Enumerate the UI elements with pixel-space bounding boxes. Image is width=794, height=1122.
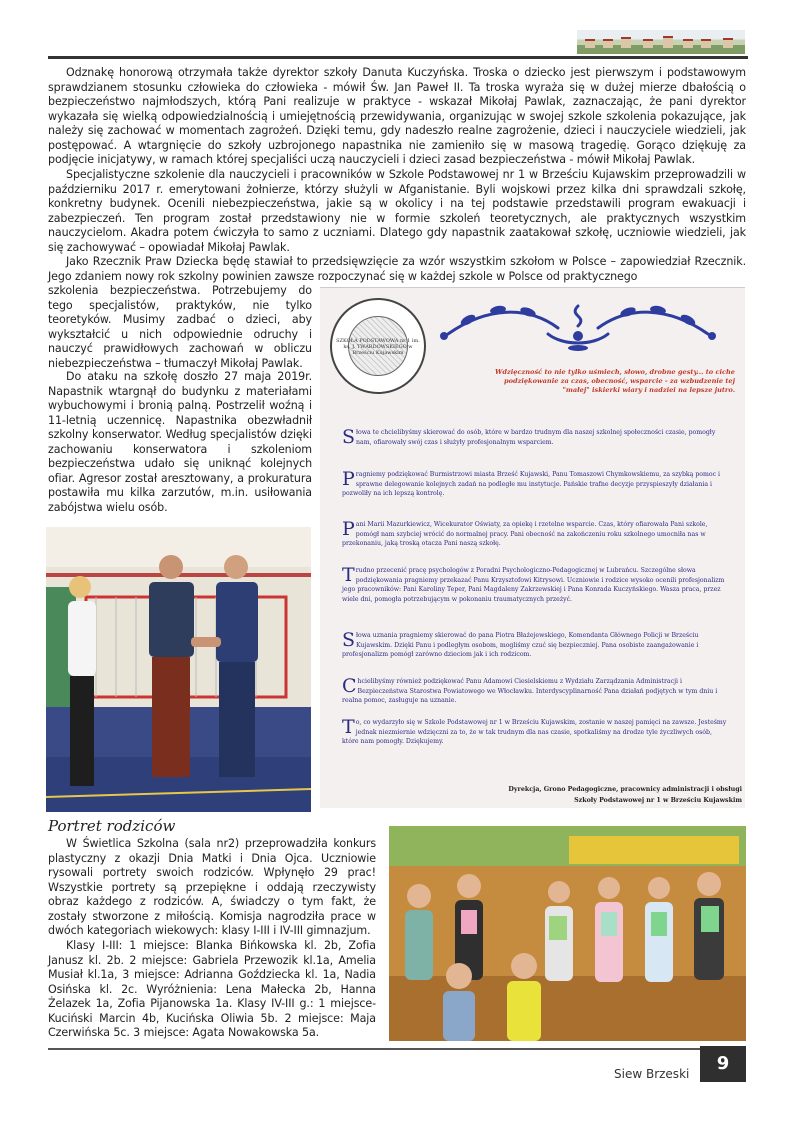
article-paragraph-3-continued: szkolenia bezpieczeństwa. Potrzebujemy do tego specjalistów, praktyków, nie tylko teoretyków. Musimy zadbać o dzieci, aby wykształcić u nich odpowiednie odruchy i nauczyć prawidłowych zachowań w obliczu niebezpieczeństwa – tłumaczył Mikołaj Pawlak. — [48, 284, 312, 370]
letter-paragraph-text: łowa te chcielibyśmy skierować do osób, które w bardzo trudnym dla naszej szkolnej społeczności czasie, pomogły nam, ofiarowały swój czas i służyły profesjonalnym wsparciem. — [356, 429, 716, 446]
letter-paragraph — [342, 428, 730, 447]
gratitude-quote: Wdzięczność to nie tylko uśmiech, słowo, drobne gesty... to ciche podziękowanie za czas, obecność, wsparcie - za wzbudzenie tej "małej" iskierki wiary i nadziei na lepsze jutro. — [495, 368, 735, 394]
article-paragraph-4: Do ataku na szkołę doszło 27 maja 2019r. Napastnik wtargnął do budynku z materiałami wybuchowymi i bronią palną. Postrzelił woźną i 11-letnią uczennicę. Napastnika obezwładnił szkolny konserwator. Według specjalistów dzięki zachowaniu konserwatora i szkoleniom bezpieczeństwa udało się uniknąć kolejnych ofiar. Agresor został aresztowany, a prokuratura postawiła mu kilka zarzutów, m.in. usiłowania zabójstwa wielu osób. — [48, 370, 312, 514]
letter-paragraph — [342, 677, 730, 706]
section-heading: Portret rodziców — [48, 817, 176, 835]
letter-paragraph-text: łowa uznania pragniemy skierować do pana Piotra Błażejewskiego, Komendanta Głównego Policji w Brześciu Kujawskim. Dzięki Panu i podległym osobom, mogliśmy czuć się bezpieczniej. Pana osobiste zaangażowanie i profesjonalizm pomógł zarówno dzieciom jak i ich rodzicom. — [342, 632, 699, 659]
letter-paragraph-text: ragniemy podziękować Burmistrzowi miasta Brześć Kujawski, Panu Tomaszowi Chymkowskiemu, za szybką pomoc i sprawne delegowanie kolejnych zadań na podległe mu instytucje. Pańskie trafne decyzje przyspieszyły działania i pozwoliły na ich lepszą kontrolę. — [342, 471, 721, 498]
letter-paragraph — [342, 718, 730, 747]
school-stamp-text: SZKOŁA PODSTAWOWA nr 1 im. ks. J. TWARDOWSKIEGO w Brześciu Kujawskim — [336, 338, 420, 356]
school-stamp-logo — [330, 298, 426, 394]
letter-paragraph — [342, 566, 730, 604]
article-paragraph-3: Jako Rzecznik Praw Dziecka będę stawiał to przedsięwzięcie za wzór wszystkim szkołom w Polsce – zapowiedział Rzecznik. Jego zdaniem nowy rok szkolny powinien zawsze rozpoczynać się w każdej szkole w Polsce od praktycznego — [48, 255, 746, 283]
article-paragraph-1: Odznakę honorową otrzymała także dyrektor szkoły Danuta Kuczyńska. Troska o dziecko jest pierwszym i podstawowym sprawdzianem stosunku człowieka do człowieka - mówił Św. Jan Paweł II. Ta troska wyraża się w dużej mierze dbałością o bezpieczeństwo najmłodszych, którą Pani realizuje w praktyce - wskazał Mikołaj Pawlak, zaznaczając, że pani dyrektor wykazała się wielką odpowiedzialnością i umiejętnością przewidywania, organizując w swojej szkole szkolenia pokazujące, jak należy się zachować w momentach zagrożeń. Dzięki temu, gdy nadeszło realne zagrożenie, dzieci i nauczyciele wiedzieli, jak postępować. A wtargnięcie do szkoły uzbrojonego napastnika nie zamieniło się w masową tragedię. Gorąco dziękuję za podjęcie inicjatywy, w ramach której specjaliści uczą nauczycieli i dzieci zasad bezpieczeństwa - mówił Mikołaj Pawlak. — [48, 66, 746, 166]
letter-paragraph-text: ani Marii Mazurkiewicz, Wicekurator Oświaty, za opiekę i rzetelne wsparcie. Czas, który ofiarowała Pani szkole, pomógł nam szybciej wrócić do normalnej pracy. Pani obecność na zakończeniu roku szkolnego umocniła nas w przekonaniu, jaką troską otacza Pani naszą szkołę. — [342, 521, 708, 548]
drop-cap: C — [342, 675, 357, 697]
drop-cap: P — [342, 518, 355, 540]
magazine-name: Siew Brzeski — [614, 1067, 690, 1081]
letter-paragraph-text: o, co wydarzyło się w Szkole Podstawowej nr 1 w Brześciu Kujawskim, zostanie w naszej pamięci na zawsze. Jesteśmy jednak niezmiernie wdzięczni za to, że w tak trudnym dla nas czasie, spotkaliśmy na drodze tyle życzliwych osób, które nam pomogły. Dziękujemy. — [342, 719, 727, 746]
letter-paragraph — [342, 470, 730, 499]
portret-paragraph-1: W Świetlica Szkolna (sala nr2) przeprowadziła konkurs plastyczny z okazji Dnia Matki i Dnia Ojca. Uczniowie rysowali portrety swoich rodziców. Wpłynęło 29 prac! Wszystkie portrety są przepiękne i oddają rzeczywisty obraz każdego z rodziców. A, świadczy o tym fakt, że zostały stworzone z miłością. Komisja nagrodziła prace w dwóch kategoriach wiekowych: klasy I-III i IV-III gimnazjum. — [48, 837, 376, 937]
drop-cap: P — [342, 468, 355, 490]
portret-paragraph-2: Klasy I-III: 1 miejsce: Blanka Bińkowska kl. 2b, Zofia Janusz kl. 2b. 2 miejsce: Gabriela Przewozik kl.1a, Amelia Musiał kl.1a, 3 miejsce: Adrianna Goździecka kl. 1a, Nadia Osińska kl. 2c. Wyróżnienia: Lena Małecka 2b, Hanna Żelazek 1a, Zofia Pijanowska 1a. Klasy IV-III g.: 1 miejsce-Kuciński Marcin 4b, Kucińska Oliwia 5b. 2 miejsce: Maja Czerwińska 5c. 3 miejsce: Agata Nowakowska 5a. — [48, 939, 376, 1039]
letter-signature — [342, 784, 742, 806]
drop-cap: T — [342, 716, 355, 738]
drop-cap: S — [342, 426, 356, 448]
children-with-diplomas-photo — [389, 826, 746, 1041]
floral-ornament-icon — [428, 296, 728, 356]
header-town-banner-image — [577, 30, 745, 54]
letter-paragraph — [342, 520, 730, 549]
drop-cap: S — [342, 629, 356, 651]
award-ceremony-photo — [46, 527, 311, 812]
header-rule — [48, 56, 748, 59]
page-number: 9 — [700, 1046, 746, 1082]
thank-you-letter-panel — [320, 287, 745, 808]
letter-paragraph-text: hcielibyśmy również podziękować Panu Adamowi Ciesielskiemu z Wydziału Zarządzania Administracji i Bezpieczeństwa Starostwa Powiatowego we Włocławku. Interdyscyplinarność Pana działań podjętych w tym dniu i realna pomoc, zasługuje na uznanie. — [342, 678, 718, 705]
drop-cap: T — [342, 564, 355, 586]
article-paragraph-2: Specjalistyczne szkolenie dla nauczycieli i pracowników w Szkole Podstawowej nr 1 w Brześciu Kujawskim przeprowadzili w październiku 2017 r. emerytowani żołnierze, którzy służyli w Afganistanie. Byli wojskowi przez kilka dni sprawdzali szkołę, konkretny budynek. Ocenili niebezpieczeństwa, jakie są w okolicy i na tej podstawie przedstawili program ewakuacji i zabezpieczeń. Ten program został przedstawiony nie w formie szkoleń teoretycznych, ale praktycznych wszystkim nauczycielom. Akadra potem ćwiczyła to samo z uczniami. Dlatego gdy napastnik zaatakował szkołę, uczniowie wiedzieli, jak się zachowywać – opowiadał Mikołaj Pawlak. — [48, 168, 746, 254]
footer-rule — [48, 1048, 700, 1050]
letter-paragraph-text: rudno przecenić pracę psychologów z Poradni Psychologiczno-Pedagogicznej w Lubrańcu. Szczególne słowa podziękowania pragniemy przekazać Panu Krzysztofowi Kitrysowi. Uczniowie i rodzice wysoko ocenili profesjonalizm jego pracowników: Pani Karoliny Teper, Pani Magdaleny Zakrzewskiej i Pana Konrada Kuczyńskiego. Wasza praca, przez wiele dni, pomogła potrzebującym w pokonaniu traumatycznych przeżyć. — [342, 567, 725, 603]
signature-line-2: Szkoły Podstawowej nr 1 w Brześciu Kujawskim — [574, 797, 742, 804]
letter-paragraph — [342, 631, 730, 660]
signature-line-1: Dyrekcja, Grono Pedagogiczne, pracownicy administracji i obsługi — [508, 786, 742, 793]
